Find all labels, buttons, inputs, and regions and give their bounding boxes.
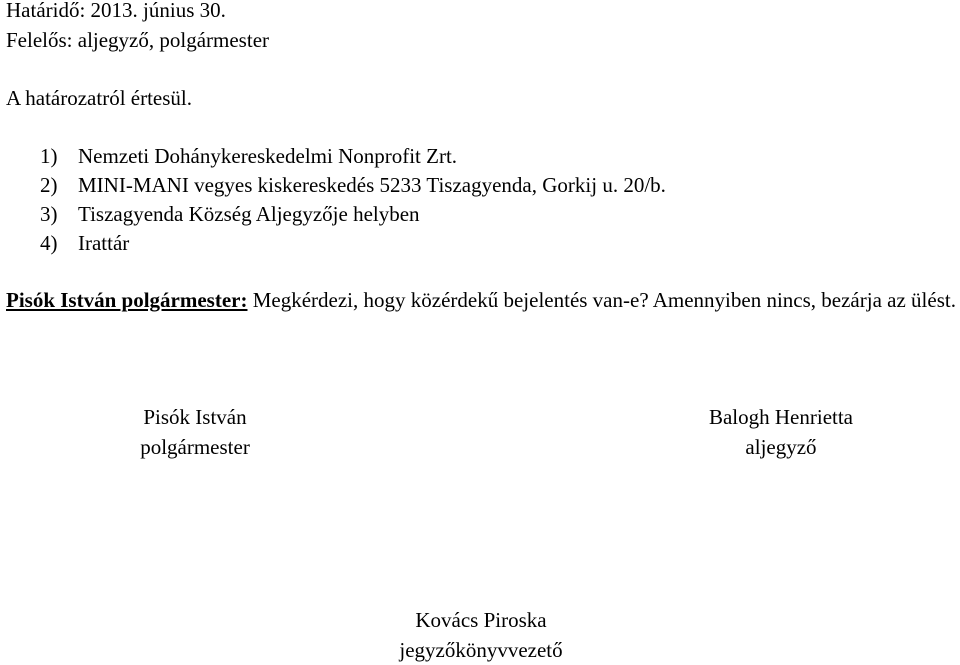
signature-title: aljegyző	[745, 435, 817, 459]
closing-text: Megkérdezi, hogy közérdekű bejelentés van-e? Amennyiben nincs, bezárja az ülést.	[247, 288, 956, 312]
recipient-text: Nemzeti Dohánykereskedelmi Nonprofit Zrt.	[78, 144, 458, 168]
recipient-item	[40, 175, 666, 196]
speaker-label: Pisók István polgármester:	[6, 288, 248, 312]
recipient-text: MINI-MANI vegyes kiskereskedés 5233 Tiszagyenda, Gorkij u. 20/b.	[78, 173, 666, 197]
deadline-line: Határidő: 2013. június 30.	[6, 0, 226, 22]
recipient-text: Tiszagyenda Község Aljegyzője helyben	[78, 202, 420, 226]
signature-deputy-notary	[631, 402, 931, 462]
closing-paragraph	[6, 286, 956, 315]
recipient-number: 4)	[40, 231, 58, 255]
signature-minutes-keeper	[331, 605, 631, 665]
recipient-number: 2)	[40, 173, 58, 197]
signature-name: Kovács Piroska	[415, 608, 547, 632]
recipient-item	[40, 146, 457, 167]
signature-title: polgármester	[140, 435, 250, 459]
responsible-line: Felelős: aljegyző, polgármester	[6, 28, 270, 52]
recipient-text: Irattár	[78, 231, 130, 255]
recipient-item	[40, 204, 420, 225]
signature-mayor	[45, 402, 345, 462]
notification-intro: A határozatról értesül.	[6, 86, 193, 110]
recipient-number: 1)	[40, 144, 58, 168]
recipient-number: 3)	[40, 202, 58, 226]
recipient-item	[40, 233, 129, 254]
signature-name: Pisók István	[143, 405, 247, 429]
signature-title: jegyzőkönyvvezető	[399, 638, 563, 662]
signature-name: Balogh Henrietta	[708, 405, 854, 429]
